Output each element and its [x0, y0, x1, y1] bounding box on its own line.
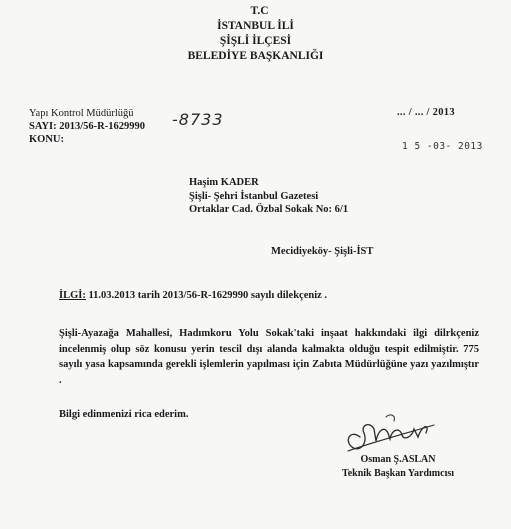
signer-name: Osman Ş.ASLAN [360, 454, 436, 465]
signature-image [330, 407, 450, 459]
reference-block [29, 107, 145, 146]
closing-line: Bilgi edinmenizi rica ederim. [59, 409, 189, 420]
ilgi-label: İLGİ: [59, 290, 86, 301]
recipient-address [189, 176, 348, 217]
signer-title: Teknik Başkan Yardımcısı [341, 468, 455, 479]
recipient-line3: Ortaklar Cad. Özbal Sokak No: 6/1 [189, 204, 349, 215]
ilgi-text: 11.03.2013 tarih 2013/56-R-1629990 sayılı dilekçeniz . [85, 290, 328, 301]
konu-label: KONU: [29, 134, 64, 145]
stamp-date: 1 5 -03- 2013 [402, 141, 483, 152]
department-name: Yapı Kontrol Müdürlüğü [29, 108, 134, 119]
header-district: ŞİŞLİ İLÇESİ [219, 35, 292, 47]
header-province: İSTANBUL İLİ [217, 20, 294, 32]
handwritten-number: -8733 [172, 110, 224, 129]
header-tc: T.C [250, 5, 269, 17]
date-template: ... / ... / 2013 [397, 107, 455, 118]
header-municipality: BELEDİYE BAŞKANLIĞI [187, 50, 324, 62]
sayi-line: SAYI: 2013/56-R-1629990 [29, 121, 145, 132]
recipient-name: Haşim KADER [189, 177, 259, 188]
recipient-city: Mecidiyeköy- Şişli-İST [271, 246, 374, 257]
signer-block [318, 453, 478, 481]
body-paragraph: Şişli-Ayazağa Mahallesi, Hadımkoru Yolu Sokak'taki inşaat hakkındaki ilgi dilrkçeniz incelenmiş olup söz konusu yerin tescil dışı alanda kalmakta olduğu tespit edilmiştir. 775 sayılı yasa kapsamında gerekli işlemlerin yapılması için Zabıta Müdürlüğüne yazı yazılmıştır . [59, 328, 479, 386]
recipient-line2: Şişli- Şehri İstanbul Gazetesi [189, 190, 319, 202]
letterhead [0, 4, 511, 64]
ilgi-line [59, 290, 327, 301]
